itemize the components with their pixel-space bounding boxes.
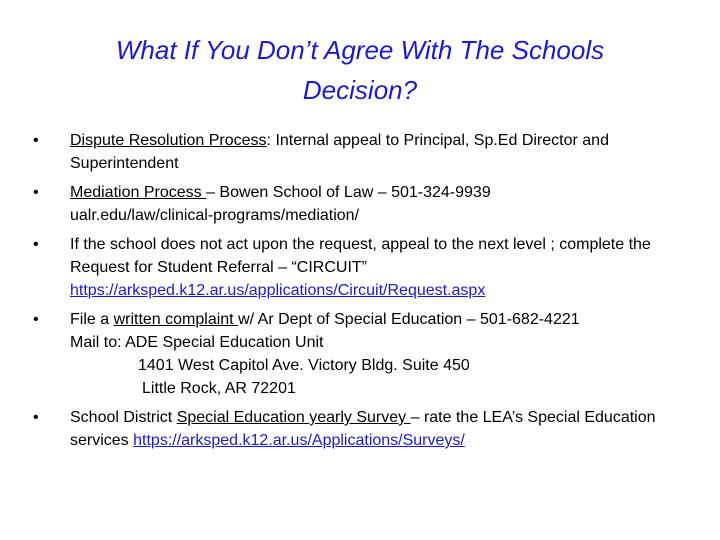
mail-to-line: Mail to: ADE Special Education Unit xyxy=(70,334,324,351)
slide-title xyxy=(60,30,660,110)
appeal-text: If the school does not act upon the request, appeal to the next level ; complete the Request for Student Referral – “CIRCUIT” xyxy=(70,236,651,276)
mediation-url: ualr.edu/law/clinical-programs/mediation/ xyxy=(70,207,360,224)
written-complaint-label: written complaint xyxy=(113,311,239,328)
dispute-resolution-text: : Internal appeal to Principal, Sp.Ed Director and Superintendent xyxy=(70,132,609,172)
survey-text-suffix: – rate the LEA’s Special Education services xyxy=(70,409,656,449)
bullet-dot: • xyxy=(33,311,39,328)
mail-address-line: 1401 West Capitol Ave. Victory Bldg. Suite 450 xyxy=(138,357,470,374)
complaint-text-prefix: File a xyxy=(70,311,114,328)
mediation-text: – Bowen School of Law – 501-324-9939 xyxy=(206,184,491,201)
mail-city-line: Little Rock, AR 72201 xyxy=(142,380,296,397)
survey-link[interactable]: https://arksped.k12.ar.us/Applications/Surveys/ xyxy=(133,432,465,449)
title-line-2: Decision? xyxy=(302,75,418,105)
bullet-item-survey xyxy=(0,406,700,452)
dispute-resolution-label: Dispute Resolution Process xyxy=(70,132,267,149)
survey-label: Special Education yearly Survey xyxy=(176,409,411,426)
complaint-text-suffix: w/ Ar Dept of Special Education – 501-682-4221 xyxy=(238,311,580,328)
bullet-list xyxy=(0,129,700,458)
bullet-item-dispute-resolution xyxy=(0,129,700,175)
circuit-request-link[interactable]: https://arksped.k12.ar.us/applications/Circuit/Request.aspx xyxy=(70,282,486,299)
bullet-item-mediation xyxy=(0,181,700,227)
bullet-dot: • xyxy=(33,184,39,201)
bullet-item-written-complaint xyxy=(0,308,700,400)
bullet-item-appeal xyxy=(0,233,700,302)
mediation-label: Mediation Process xyxy=(70,184,207,201)
bullet-dot: • xyxy=(33,132,39,149)
survey-text-prefix: School District xyxy=(70,409,177,426)
title-line-1: What If You Don’t Agree With The Schools xyxy=(115,35,605,65)
bullet-dot: • xyxy=(33,409,39,426)
bullet-dot: • xyxy=(33,236,39,253)
